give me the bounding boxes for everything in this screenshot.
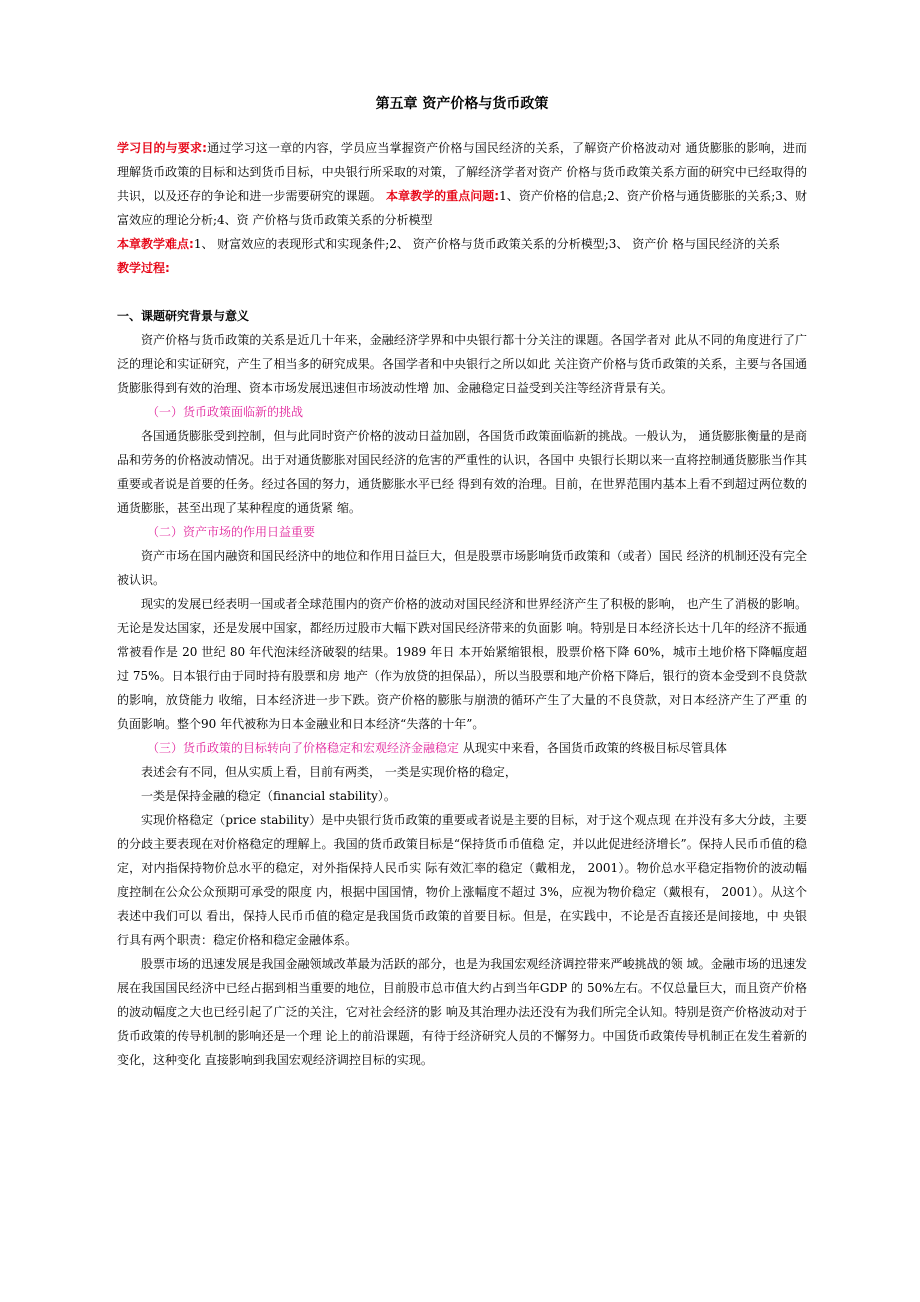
section-heading: 一、课题研究背景与意义 <box>117 309 250 323</box>
section-intro: 资产价格与货币政策的关系是近几十年来，金融经济学界和中央银行都十分关注的课题。各国学者对 此从不同的角度进行了广泛的理论和实证研究，产生了相当多的研究成果。各国学者和中央银行之所以如此 关注资产价格与货币政策的关系，主要与各国通货膨胀得到有效的治理、资本市场发展迅速但市场波动性增 加、金融稳定日益受到关注等经济背景有关。 <box>117 333 807 395</box>
chapter-title: 第五章 资产价格与货币政策 <box>375 96 549 112</box>
subsection-3-lead: 从现实中来看，各国货币政策的终极目标尽管具体 <box>459 741 727 755</box>
subsection-1-heading: （一）货币政策面临新的挑战 <box>147 405 304 419</box>
key-points-text: 1、资产价格的信息;2、资产价格与通货膨胀的关系;3、财富效应的理论分析;4、资 产价格与货币政策关系的分析模型 <box>117 189 807 227</box>
subsection-2-paragraph-2: 现实的发展已经表明一国或者全球范围内的资产价格的波动对国民经济和世界经济产生了积极的影响， 也产生了消极的影响。无论是发达国家，还是发展中国家，都经历过股市大幅下跌对国民经济带来的负面影 响。特别是日本经济长达十几年的经济不振通常被看作是 20 世纪 80 年代泡沫经济破裂的结果。1989 年日 本开始紧缩银根，股票价格下降 60%，城市土地价格下降幅度超过 75%。日本银行由于同时持有股票和房 地产（作为放贷的担保品），所以当股票和地产价格下降后，银行的资本金受到不良贷款的影响，放贷能力 收缩，日本经济进一步下跌。资产价格的膨胀与崩溃的循环产生了大量的不良贷款，对日本经济产生了严重 的负面影响。整个90 年代被称为日本金融业和日本经济“失落的十年”。 <box>117 597 807 731</box>
subsection-3-heading: （三）货币政策的目标转向了价格稳定和宏观经济金融稳定 <box>147 741 460 755</box>
difficulties-label: 本章教学难点: <box>117 237 194 251</box>
subsection-1-text: 各国通货膨胀受到控制，但与此同时资产价格的波动日益加剧，各国货币政策面临新的挑战。一般认为， 通货膨胀衡量的是商品和劳务的价格波动情况。出于对通货膨胀对国民经济的危害的严重性的认识，各国中 央银行长期以来一直将控制通货膨胀当作其重要或者说是首要的任务。经过各国的努力，通货膨胀水平已经 得到有效的治理。目前，在世界范围内基本上看不到超过两位数的通货膨胀，甚至出现了某种程度的通货紧 缩。 <box>117 429 807 515</box>
subsection-2-heading: （二）资产市场的作用日益重要 <box>147 525 316 539</box>
key-points-label: 本章教学的重点问题: <box>381 189 500 203</box>
subsection-3-line-3: 一类是保持金融的稳定（financial stability）。 <box>141 789 396 803</box>
subsection-3-heading-line <box>117 736 807 760</box>
difficulties-paragraph <box>117 232 807 256</box>
objectives-text: 通过学习这一章的内容，学员应当掌握资产价格与国民经济的关系，了解资产价格波动对 通货膨胀的影响，进而理解货币政策的目标和达到货币目标，中央银行所采取的对策，了解经济学者对资产 价格与货币政策关系方面的研究中已经取得的共识，以及还存的争论和进一步需要研究的课题。 <box>117 141 807 203</box>
document-page <box>117 90 807 1072</box>
objectives-paragraph <box>117 136 807 232</box>
process-paragraph <box>117 256 807 280</box>
subsection-3-paragraph-2: 实现价格稳定（price stability）是中央银行货币政策的重要或者说是主要的目标，对于这个观点现 在并没有多大分歧，主要的分歧主要表现在对价格稳定的理解上。我国的货币政策目标是“保持货币币值稳 定，并以此促进经济增长”。保持人民币币值的稳定，对内指保持物价总水平的稳定，对外指保持人民币实 际有效汇率的稳定（戴相龙， 2001）。物价总水平稳定指物价的波动幅度控制在公众公众预期可承受的限度 内，根据中国国情，物价上涨幅度不超过 3%，应视为物价稳定（戴根有， 2001）。从这个表述中我们可以 看出，保持人民币币值的稳定是我国货币政策的首要目标。但是，在实践中，不论是否直接还是间接地，中 央银行具有两个职责：稳定价格和稳定金融体系。 <box>117 813 807 947</box>
objectives-label: 学习目的与要求: <box>117 141 207 155</box>
subsection-3-line-2: 表述会有不同，但从实质上看，目前有两类， 一类是实现价格的稳定， <box>141 765 517 779</box>
subsection-3-paragraph-3: 股票市场的迅速发展是我国金融领域改革最为活跃的部分，也是为我国宏观经济调控带来严峻挑战的领 域。金融市场的迅速发展在我国国民经济中已经占据到相当重要的地位，目前股市总市值大约占到当年GDP 的 50%左右。不仅总量巨大，而且资产价格的波动幅度之大也已经引起了广泛的关注，它对社会经济的影 响及其治理办法还没有为我们所完全认知。特别是资产价格波动对于货币政策的传导机制的影响还是一个理 论上的前沿课题，有待于经济研究人员的不懈努力。中国货币政策传导机制正在发生着新的变化，这种变化 直接影响到我国宏观经济调控目标的实现。 <box>117 957 807 1067</box>
subsection-2-paragraph-1: 资产市场在国内融资和国民经济中的地位和作用日益巨大，但是股票市场影响货币政策和（或者）国民 经济的机制还没有完全被认识。 <box>117 549 807 587</box>
difficulties-text: 1、 财富效应的表现形式和实现条件;2、 资产价格与货币政策关系的分析模型;3、 资产价 格与国民经济的关系 <box>193 237 781 251</box>
process-label: 教学过程: <box>117 261 170 275</box>
